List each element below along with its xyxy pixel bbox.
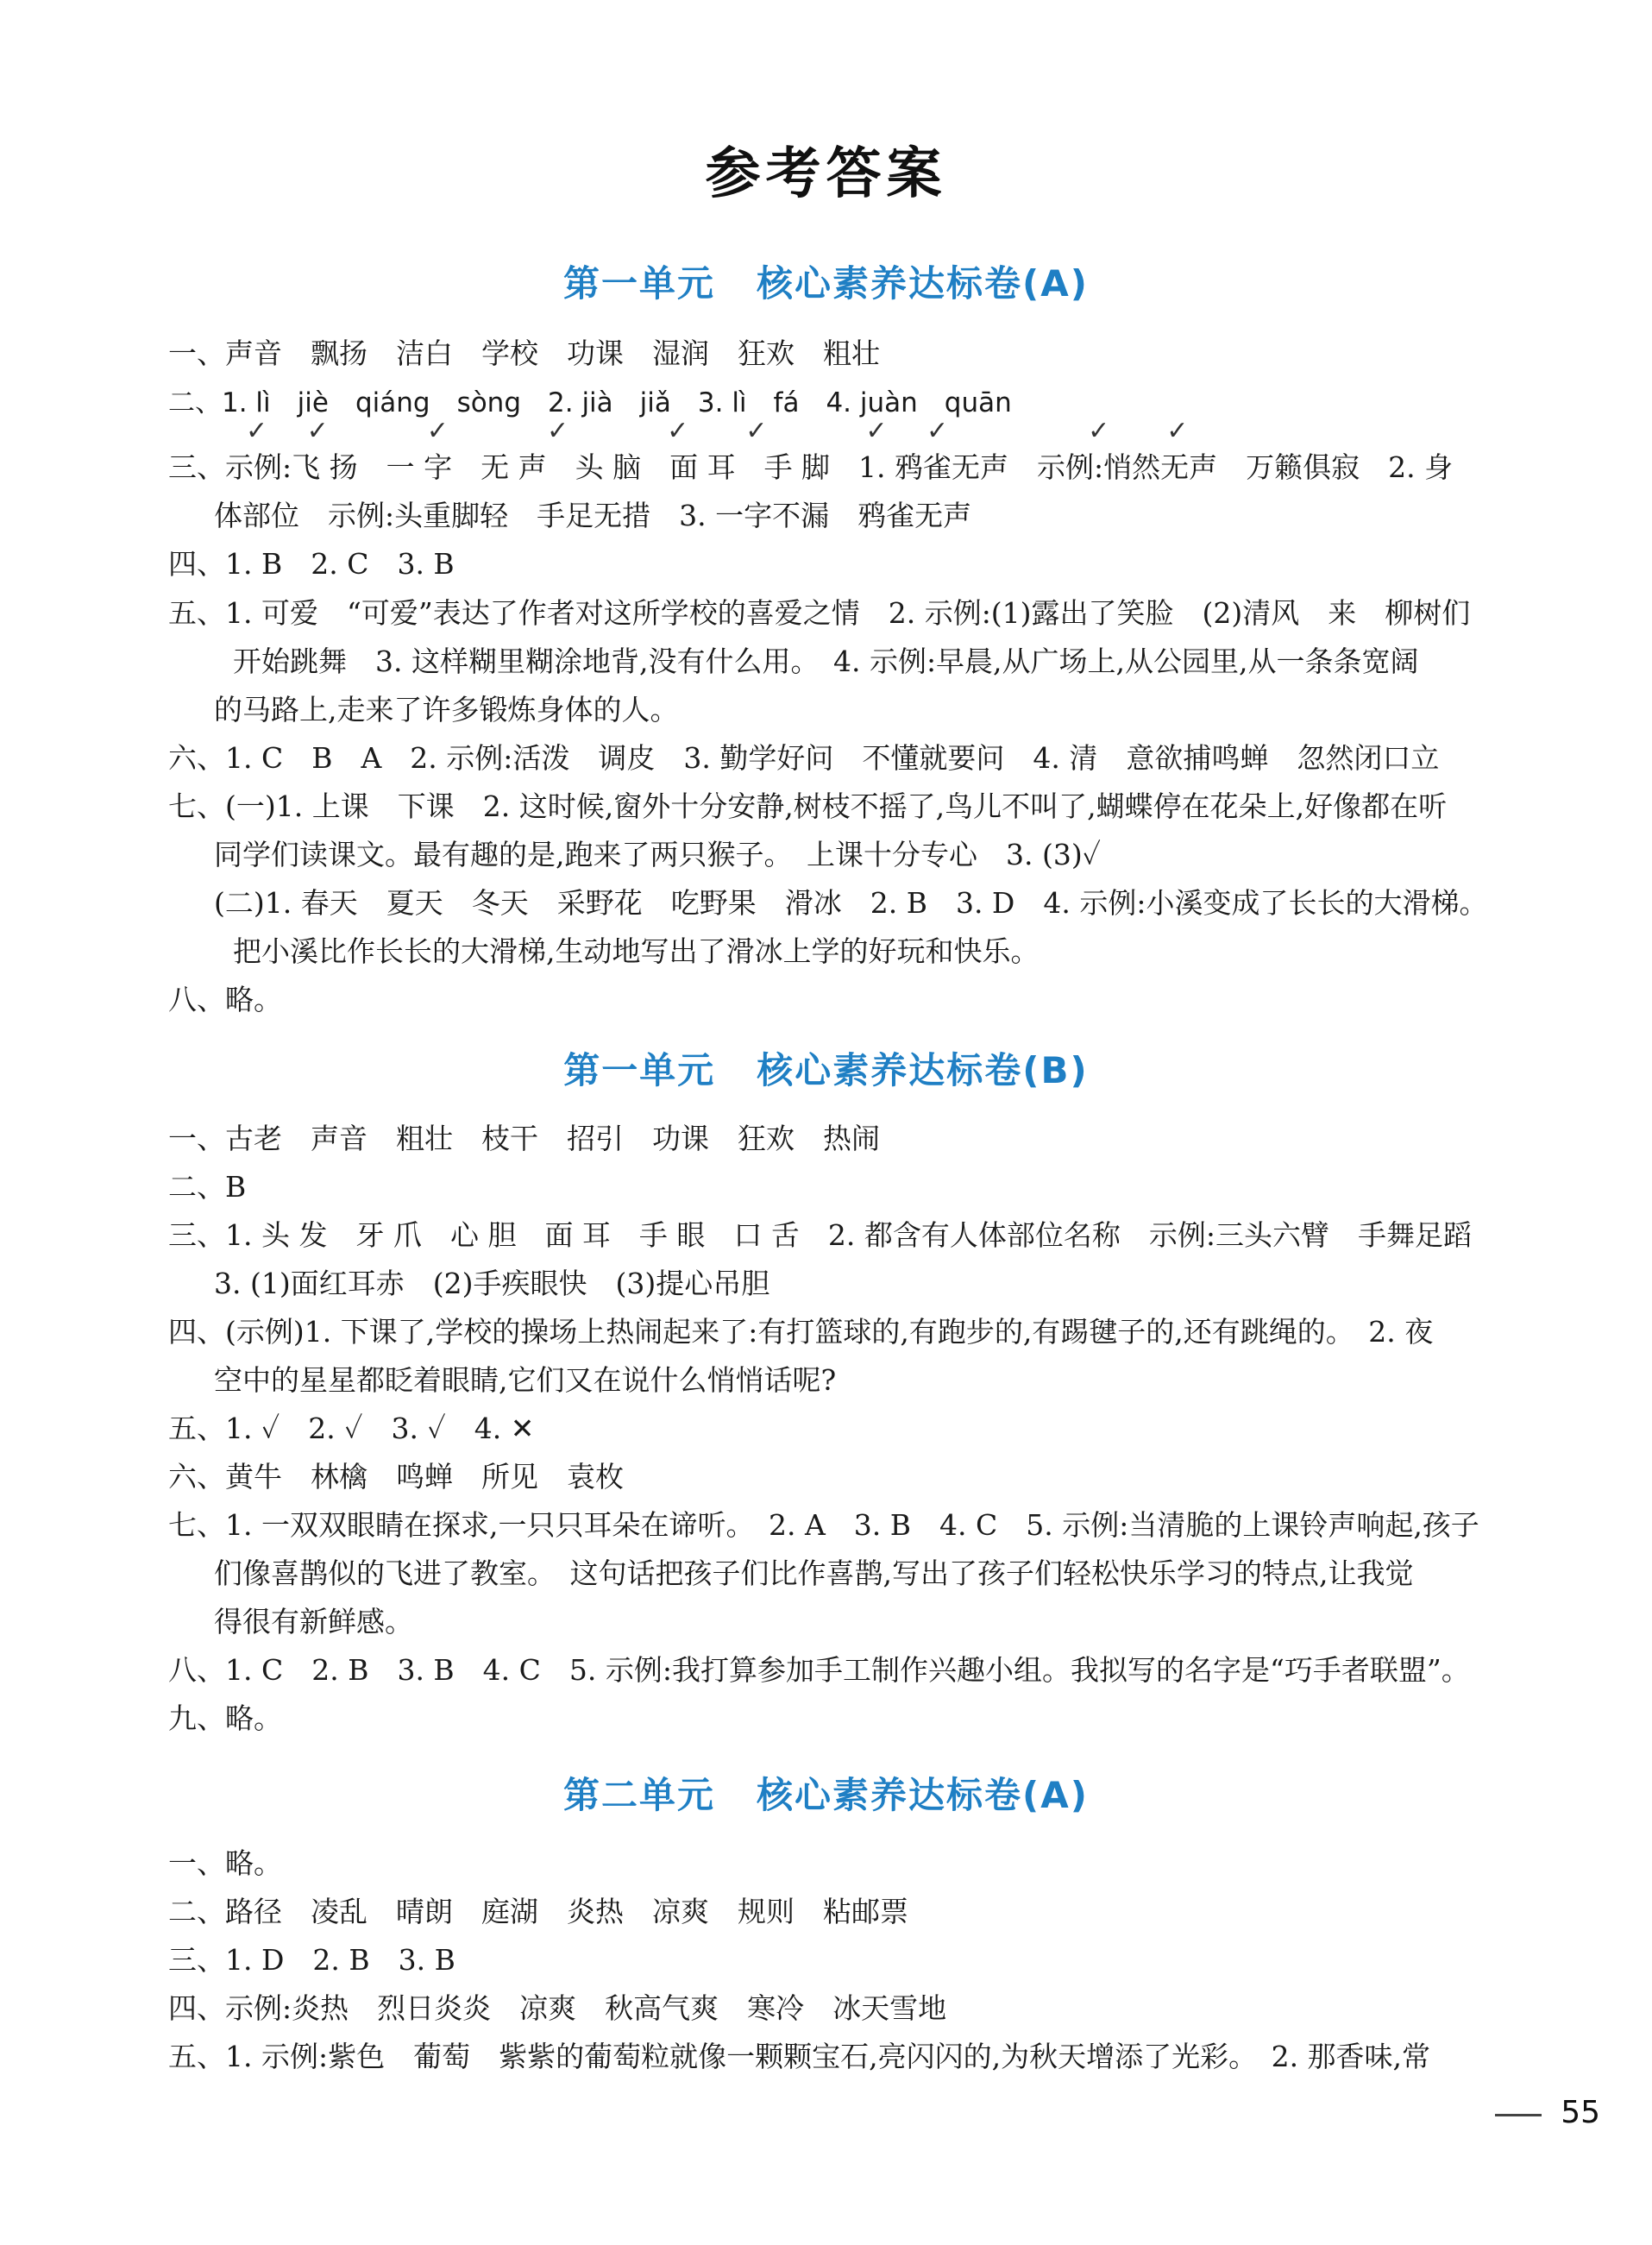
answer-line <box>168 789 1514 824</box>
section-unit-label: 第二单元 <box>563 1774 716 1816</box>
answer-line: 四、示例:炎热 烈日炎炎 凉爽 秋高气爽 寒冷 冰天雪地 <box>168 1991 947 2025</box>
answer-line: 九、略。 <box>168 1701 282 1735</box>
answer-line: 四、1. B 2. C 3. B <box>168 547 455 581</box>
section-unit-label: 第一单元 <box>563 1049 716 1091</box>
answer-line: 五、1. 示例:紫色 葡萄 紫紫的葡萄粒就像一颗颗宝石,亮闪闪的,为秋天增添了光彩。 2. 那香味,常 <box>168 2040 1431 2073</box>
answer-line: 的马路上,走来了许多锻炼身体的人。 <box>214 693 679 726</box>
section-unit-label: 第一单元 <box>563 262 716 305</box>
answer-line: 七、1. 一双双眼睛在探求,一只只耳朵在谛听。 2. A 3. B 4. C 5. 示例:当清脆的上课铃声响起,孩子 <box>168 1508 1479 1542</box>
answer-line: 一、古老 声音 粗壮 枝干 招引 功课 狂欢 热闹 <box>168 1122 880 1155</box>
answer-line: 一、略。 <box>168 1846 282 1880</box>
section-heading-unit1-b <box>0 1042 1652 1094</box>
answer-line: 五、1. ✓ 2. ✓ 3. ✓ 4. ✕ <box>168 1412 535 1445</box>
wavy-underlined-text: 七、(一)1. 上课 下课 2. 这时候,窗外十分安静,树枝不摇了,鸟儿不叫了,蝴蝶停在花朵上,好像都在听 <box>168 789 1448 823</box>
section-heading-unit2-a <box>0 1767 1652 1819</box>
answer-line: 二、B <box>168 1170 247 1204</box>
answer-line: 一、声音 飘扬 洁白 学校 功课 湿润 狂欢 粗壮 <box>168 336 880 370</box>
answer-line: 体部位 示例:头重脚轻 手足无措 3. 一字不漏 鸦雀无声 <box>214 499 972 532</box>
page-number-dash <box>1495 2114 1542 2116</box>
section-paper-label: 核心素养达标卷(A) <box>757 262 1089 305</box>
answer-line: 三、1. D 2. B 3. B <box>168 1943 455 1977</box>
answer-line: 八、略。 <box>168 983 282 1016</box>
section-paper-label: 核心素养达标卷(A) <box>757 1774 1089 1816</box>
answer-line: 八、1. C 2. B 3. B 4. C 5. 示例:我打算参加手工制作兴趣小组。我拟写的名字是“巧手者联盟”。 <box>168 1653 1470 1687</box>
answer-line: 三、1. 头 发 牙 爪 心 胆 面 耳 手 眼 口 舌 2. 都含有人体部位名称 示例:三头六臂 手舞足蹈 <box>168 1218 1473 1252</box>
check-marks: ✓ ✓ ✓ ✓ ✓ ✓ ✓ ✓ ✓ ✓ <box>246 416 1204 446</box>
answer-line: 五、1. 可爱 “可爱”表达了作者对这所学校的喜爱之情 2. 示例:(1)露出了笑脸 (2)清风 来 柳树们 <box>168 596 1471 630</box>
page-title: 参考答案 <box>705 142 947 206</box>
answer-line: 开始跳舞 3. 这样糊里糊涂地背,没有什么用。 4. 示例:早晨,从广场上,从公园里,从一条条宽阔 <box>233 645 1419 678</box>
answer-line: 四、(示例)1. 下课了,学校的操场上热闹起来了:有打篮球的,有跑步的,有踢毽子的,还有跳绳的。 2. 夜 <box>168 1315 1434 1349</box>
answer-line: 得很有新鲜感。 <box>214 1605 413 1638</box>
page-number: 55 <box>1561 2095 1600 2130</box>
answer-line: 二、路径 凌乱 晴朗 庭湖 炎热 凉爽 规则 粘邮票 <box>168 1895 908 1928</box>
answer-line: 们像喜鹊似的飞进了教室。 这句话把孩子们比作喜鹊,写出了孩子们轻松快乐学习的特点,让我觉 <box>214 1556 1414 1590</box>
answer-line: 3. (1)面红耳赤 (2)手疾眼快 (3)提心吊胆 <box>214 1267 770 1300</box>
answer-line: (二)1. 春天 夏天 冬天 采野花 吃野果 滑冰 2. B 3. D 4. 示例:小溪变成了长长的大滑梯。 <box>214 886 1488 920</box>
section-heading-unit1-a <box>0 255 1652 307</box>
answer-line: 把小溪比作长长的大滑梯,生动地写出了滑冰上学的好玩和快乐。 <box>233 934 1040 968</box>
answer-line: 同学们读课文。最有趣的是,跑来了两只猴子。 上课十分专心 3. (3)✓ <box>214 838 1101 871</box>
answer-line: 六、黄牛 林檎 鸣蝉 所见 袁枚 <box>168 1460 624 1494</box>
answer-line: 空中的星星都眨着眼睛,它们又在说什么悄悄话呢? <box>214 1363 837 1397</box>
answer-line: 六、1. C B A 2. 示例:活泼 调皮 3. 勤学好问 不懂就要问 4. 清 意欲捕鸣蝉 忽然闭口立 <box>168 741 1440 775</box>
answer-line: 三、示例:飞 扬 一 字 无 声 头 脑 面 耳 手 脚 1. 鸦雀无声 示例:悄然无声 万籁俱寂 2. 身 <box>168 450 1454 484</box>
section-paper-label: 核心素养达标卷(B) <box>757 1049 1089 1091</box>
answer-line: 二、1. lì jiè qiáng sòng 2. jià jiǎ 3. lì fá 4. juàn quān <box>168 387 1012 418</box>
